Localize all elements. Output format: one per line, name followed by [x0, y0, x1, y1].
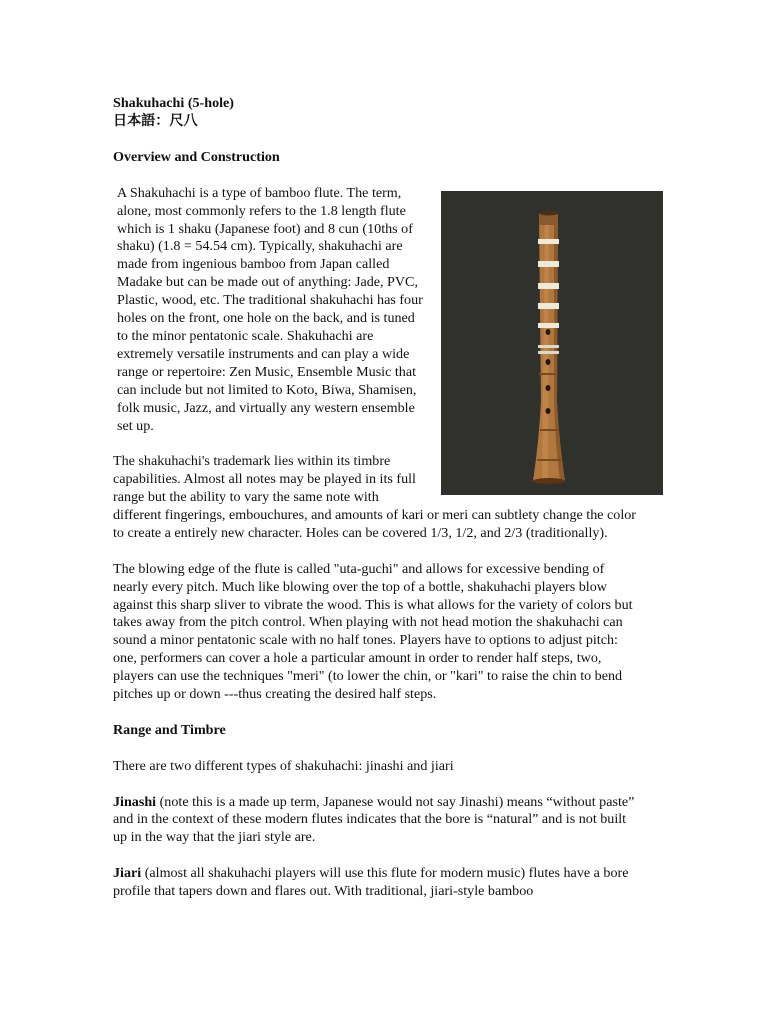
shakuhachi-photo	[441, 191, 663, 495]
japanese-title: 日本語：尺八	[113, 112, 198, 129]
paragraph-jiari	[113, 865, 643, 901]
paragraph-types: There are two different types of shakuhachi: jinashi and jiari	[113, 757, 454, 774]
section-heading-range: Range and Timbre	[113, 721, 226, 738]
paragraph-uta-guchi: The blowing edge of the flute is called "uta-guchi" and allows for excessive bending of nearly every pitch. Much like blowing over the top of a bottle, shakuhachi players blow against this sharp sliver to vibrate the wood. This is what allows for the variety of colors but takes away from the pitch control. When playing with not head motion the shakuhachi can sound a minor pentatonic scale with no half tones. Players have to options to adjust pitch: one, performers can cover a hole a particular amount in order to render half steps, two, players can use the techniques "meri" (to lower the chin, or "kari" to raise the chin to bend pitches up or down ---thus creating the desired half steps.	[113, 560, 633, 703]
jinashi-description: (note this is a made up term, Japanese would not say Jinashi) means “without paste” and in the context of these modern flutes indicates that the bore is “natural” and is not built up in the way that the jiari style are.	[113, 793, 635, 846]
section-heading-overview: Overview and Construction	[113, 148, 280, 165]
paragraph-intro: A Shakuhachi is a type of bamboo flute. The term, alone, most commonly refers to the 1.8 length flute which is 1 shaku (Japanese foot) and 8 cun (10ths of shaku) (1.8 = 54.54 cm). Typically, shakuhachi are made from ingenious bamboo from Japan called Madake but can be made out of anything: Jade, PVC, Plastic, wood, etc. The traditional shakuhachi has four holes on the front, one hole on the back, and is tuned to the minor pentatonic scale. Shakuhachi are extremely versatile instruments and can play a wide range or repertoire: Zen Music, Ensemble Music that can include but not limited to Koto, Biwa, Shamisen, folk music, Jazz, and virtually any western ensemble set up.	[117, 184, 423, 434]
paragraph-jinashi	[113, 794, 643, 848]
document-title: Shakuhachi (5-hole)	[113, 95, 235, 111]
bamboo-flute-icon	[441, 191, 663, 495]
document-body	[113, 95, 643, 919]
paragraph-timbre: The shakuhachi's trademark lies within its timbre capabilities. Almost all notes may be played in its full range but the ability to vary the same note with different fingerings, embouchures, and amounts of kari or meri can subtlety change the color to create a entirely new character. Holes can be covered 1/3, 1/2, and 2/3 (traditionally).	[113, 453, 636, 541]
term-jinashi: Jinashi	[113, 793, 157, 810]
jiari-description: (almost all shakuhachi players will use this flute for modern music) flutes have a bore profile that tapers down and flares out. With traditional, jiari-style bamboo	[113, 865, 629, 900]
term-jiari: Jiari	[113, 865, 142, 882]
